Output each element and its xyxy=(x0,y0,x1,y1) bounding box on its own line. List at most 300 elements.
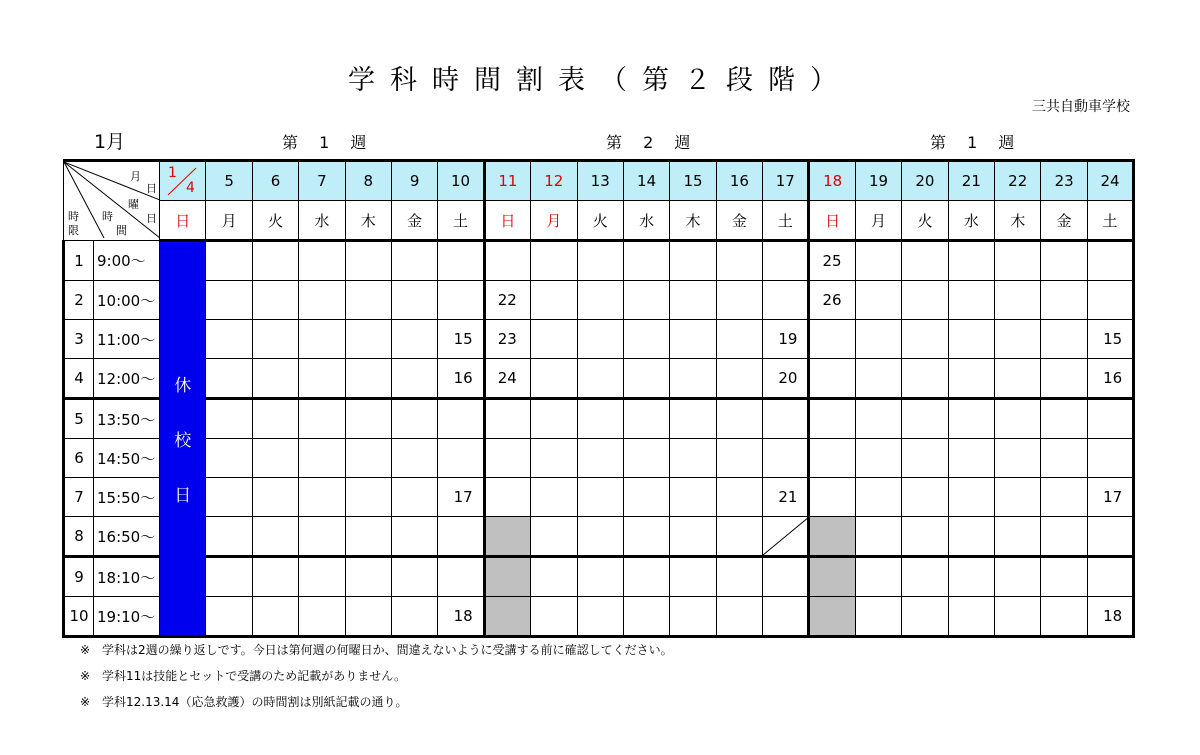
schedule-cell xyxy=(670,359,716,399)
schedule-cell xyxy=(763,281,809,320)
schedule-cell xyxy=(391,241,437,281)
date-header-cell xyxy=(716,161,762,201)
schedule-cell xyxy=(623,281,669,320)
schedule-cell xyxy=(948,399,994,439)
closed-day-char: 休 xyxy=(174,376,192,396)
schedule-cell xyxy=(1087,320,1133,359)
table-row xyxy=(64,597,1134,637)
period-time-cell xyxy=(94,439,160,478)
schedule-cell xyxy=(855,478,901,517)
table-row xyxy=(64,281,1134,320)
schedule-cell xyxy=(391,320,437,359)
dow-header-cell xyxy=(438,201,484,241)
schedule-cell xyxy=(995,439,1041,478)
date-label: 12 xyxy=(544,172,564,190)
period-number-cell xyxy=(64,359,94,399)
dow-header-cell xyxy=(855,201,901,241)
schedule-cell xyxy=(1087,241,1133,281)
schedule-cell xyxy=(299,439,345,478)
dow-label: 水 xyxy=(963,211,979,230)
dow-header-cell xyxy=(345,201,391,241)
schedule-cell xyxy=(763,597,809,637)
schedule-cell xyxy=(206,399,252,439)
schedule-cell xyxy=(716,517,762,557)
schedule-cell xyxy=(623,557,669,597)
timetable xyxy=(62,159,1135,638)
corner-youbi-label: 曜 xyxy=(128,198,139,211)
schedule-cell xyxy=(577,359,623,399)
dow-label: 土 xyxy=(1102,211,1118,230)
schedule-cell xyxy=(809,399,855,439)
schedule-cell xyxy=(438,597,484,637)
lecture-number: 18 xyxy=(453,607,473,625)
corner-header-cell xyxy=(64,161,160,241)
dow-header-cell xyxy=(948,201,994,241)
schedule-cell xyxy=(623,320,669,359)
schedule-cell xyxy=(531,597,577,637)
date-label: 21 xyxy=(961,172,981,190)
schedule-cell xyxy=(345,281,391,320)
schedule-cell xyxy=(763,320,809,359)
period-number-cell xyxy=(64,478,94,517)
period-number-cell xyxy=(64,399,94,439)
schedule-cell xyxy=(670,320,716,359)
dow-header-cell xyxy=(206,201,252,241)
date-label: 14 xyxy=(637,172,657,190)
schedule-cell xyxy=(345,320,391,359)
period-number-cell xyxy=(64,517,94,557)
schedule-cell xyxy=(484,399,530,439)
blocked-cell xyxy=(484,597,530,637)
schedule-cell xyxy=(995,517,1041,557)
schedule-cell xyxy=(948,241,994,281)
date-header-cell xyxy=(623,161,669,201)
dow-label: 日 xyxy=(825,211,841,230)
period-number: 7 xyxy=(74,488,84,506)
schedule-cell xyxy=(1087,597,1133,637)
schedule-cell xyxy=(1041,281,1087,320)
schedule-cell xyxy=(345,241,391,281)
schedule-cell xyxy=(299,241,345,281)
blocked-cell xyxy=(809,557,855,597)
dow-header-cell xyxy=(484,201,530,241)
date-header-cell xyxy=(763,161,809,201)
corner-day-label: 日 xyxy=(146,182,157,195)
period-number-cell xyxy=(64,281,94,320)
lecture-number: 15 xyxy=(1103,330,1123,348)
schedule-cell xyxy=(438,320,484,359)
schedule-cell xyxy=(995,399,1041,439)
closed-day-char: 日 xyxy=(174,486,192,506)
schedule-cell xyxy=(206,359,252,399)
schedule-cell xyxy=(531,439,577,478)
schedule-cell xyxy=(995,241,1041,281)
schedule-cell xyxy=(438,281,484,320)
schedule-cell xyxy=(391,439,437,478)
schedule-cell xyxy=(345,399,391,439)
schedule-cell xyxy=(252,557,298,597)
schedule-cell xyxy=(577,439,623,478)
schedule-cell xyxy=(623,597,669,637)
schedule-cell xyxy=(855,597,901,637)
week-label-3: 第 1 週 xyxy=(930,133,1023,152)
schedule-cell xyxy=(345,597,391,637)
schedule-cell xyxy=(855,241,901,281)
period-time: 14:50～ xyxy=(97,449,156,468)
schedule-cell xyxy=(1041,557,1087,597)
schedule-cell xyxy=(577,597,623,637)
month-label: 1月 xyxy=(94,131,126,153)
school-name: 三共自動車学校 xyxy=(1032,99,1130,115)
lecture-number: 18 xyxy=(1103,607,1123,625)
schedule-cell xyxy=(716,439,762,478)
schedule-cell xyxy=(948,359,994,399)
note-item xyxy=(80,689,673,715)
cell-diagonal xyxy=(763,517,809,555)
schedule-cell xyxy=(948,517,994,557)
date-header-cell xyxy=(1041,161,1087,201)
lecture-number: 20 xyxy=(778,369,798,387)
corner-hi-label: 日 xyxy=(146,212,157,225)
schedule-cell xyxy=(1087,439,1133,478)
schedule-cell xyxy=(299,281,345,320)
corner-jigen-label-1: 時 xyxy=(68,210,79,223)
table-row xyxy=(64,399,1134,439)
note-mark: ※ xyxy=(80,643,91,657)
date-label: 6 xyxy=(270,172,281,190)
schedule-cell xyxy=(763,517,809,557)
note-text: 学科11は技能とセットで受講のため記載がありません。 xyxy=(102,669,406,683)
schedule-cell xyxy=(670,517,716,557)
schedule-cell xyxy=(763,359,809,399)
period-number-cell xyxy=(64,439,94,478)
date-header-cell xyxy=(299,161,345,201)
date-header-cell xyxy=(252,161,298,201)
schedule-cell xyxy=(902,320,948,359)
schedule-cell xyxy=(438,399,484,439)
dow-label: 火 xyxy=(267,211,283,230)
schedule-cell xyxy=(809,320,855,359)
period-number: 8 xyxy=(74,527,84,545)
period-number: 2 xyxy=(74,291,84,309)
date-label: 5 xyxy=(224,172,234,190)
schedule-cell xyxy=(902,241,948,281)
schedule-cell xyxy=(577,399,623,439)
schedule-cell xyxy=(716,320,762,359)
date-label: 16 xyxy=(729,172,749,190)
dow-label: 金 xyxy=(731,211,747,230)
dow-header-cell xyxy=(623,201,669,241)
schedule-cell xyxy=(299,597,345,637)
dow-header-cell xyxy=(577,201,623,241)
schedule-cell xyxy=(577,241,623,281)
schedule-cell xyxy=(855,557,901,597)
period-number-cell xyxy=(64,320,94,359)
lecture-number: 16 xyxy=(453,369,473,387)
schedule-cell xyxy=(763,241,809,281)
schedule-cell xyxy=(252,241,298,281)
week-label-2: 第 2 週 xyxy=(606,133,699,152)
schedule-cell xyxy=(855,517,901,557)
schedule-cell xyxy=(670,241,716,281)
schedule-cell xyxy=(252,517,298,557)
schedule-cell xyxy=(252,320,298,359)
schedule-cell xyxy=(299,557,345,597)
dow-header-cell xyxy=(299,201,345,241)
schedule-cell xyxy=(623,517,669,557)
schedule-cell xyxy=(855,281,901,320)
schedule-cell xyxy=(855,359,901,399)
note-mark: ※ xyxy=(80,695,91,709)
date-header-cell xyxy=(670,161,716,201)
schedule-cell xyxy=(623,399,669,439)
schedule-cell xyxy=(716,478,762,517)
page-title: 学科時間割表（第２段階） xyxy=(348,65,852,96)
date-label: 20 xyxy=(915,172,935,190)
date-label: 24 xyxy=(1100,172,1120,190)
schedule-cell xyxy=(531,241,577,281)
schedule-cell xyxy=(484,359,530,399)
date-header-cell xyxy=(438,161,484,201)
dow-header-cell xyxy=(1041,201,1087,241)
date-header-cell xyxy=(995,161,1041,201)
period-number: 9 xyxy=(74,568,84,586)
period-time-cell xyxy=(94,399,160,439)
schedule-cell xyxy=(345,359,391,399)
dow-header-cell xyxy=(902,201,948,241)
closed-day-char: 校 xyxy=(174,431,192,451)
dow-header-cell xyxy=(160,201,206,241)
dow-header-cell xyxy=(809,201,855,241)
schedule-cell xyxy=(1087,359,1133,399)
schedule-cell xyxy=(902,359,948,399)
schedule-cell xyxy=(484,439,530,478)
schedule-cell xyxy=(206,597,252,637)
week-label-1: 第 1 週 xyxy=(282,133,375,152)
schedule-cell xyxy=(1087,281,1133,320)
lecture-number: 23 xyxy=(497,330,517,348)
schedule-cell xyxy=(1041,399,1087,439)
lecture-number: 21 xyxy=(778,488,798,506)
schedule-cell xyxy=(438,557,484,597)
date-header-cell xyxy=(160,161,206,201)
date-header-cell xyxy=(391,161,437,201)
schedule-cell xyxy=(484,241,530,281)
date-header-cell xyxy=(1087,161,1133,201)
schedule-cell xyxy=(391,557,437,597)
schedule-cell xyxy=(577,320,623,359)
schedule-cell xyxy=(206,241,252,281)
schedule-cell xyxy=(716,281,762,320)
schedule-cell xyxy=(948,557,994,597)
table-row xyxy=(64,359,1134,399)
schedule-cell xyxy=(623,439,669,478)
schedule-cell xyxy=(206,478,252,517)
dow-label: 火 xyxy=(917,211,933,230)
schedule-cell xyxy=(995,478,1041,517)
schedule-cell xyxy=(809,439,855,478)
dow-header-cell xyxy=(391,201,437,241)
period-number-cell xyxy=(64,557,94,597)
schedule-cell xyxy=(995,281,1041,320)
closed-day-label xyxy=(160,371,205,506)
schedule-cell xyxy=(252,597,298,637)
note-mark: ※ xyxy=(80,669,91,683)
date-label: 10 xyxy=(450,172,471,190)
schedule-cell xyxy=(206,517,252,557)
dow-label: 土 xyxy=(777,211,793,230)
schedule-cell xyxy=(484,478,530,517)
date-label: 9 xyxy=(409,172,420,190)
date-header-cell xyxy=(345,161,391,201)
schedule-cell xyxy=(531,399,577,439)
schedule-cell xyxy=(299,399,345,439)
period-number: 1 xyxy=(74,251,84,270)
schedule-cell xyxy=(252,439,298,478)
schedule-cell xyxy=(670,439,716,478)
lecture-number: 26 xyxy=(822,291,842,309)
blocked-cell xyxy=(484,517,530,557)
schedule-cell xyxy=(995,557,1041,597)
dow-header-cell xyxy=(763,201,809,241)
schedule-cell xyxy=(1087,478,1133,517)
schedule-cell xyxy=(1041,359,1087,399)
date-label: 22 xyxy=(1008,172,1028,190)
schedule-cell xyxy=(438,241,484,281)
date-label: 15 xyxy=(683,172,703,190)
schedule-cell xyxy=(531,281,577,320)
schedule-cell xyxy=(438,478,484,517)
schedule-cell xyxy=(716,241,762,281)
schedule-cell xyxy=(577,281,623,320)
schedule-cell xyxy=(1041,517,1087,557)
period-time: 16:50～ xyxy=(97,527,156,546)
period-number: 6 xyxy=(74,449,84,467)
schedule-cell xyxy=(391,281,437,320)
corner-month-label: 月 xyxy=(130,170,141,183)
lecture-number: 24 xyxy=(497,369,517,387)
period-time: 19:10～ xyxy=(97,607,156,626)
dow-header-cell xyxy=(670,201,716,241)
schedule-cell xyxy=(809,359,855,399)
dow-label: 日 xyxy=(175,211,191,230)
schedule-cell xyxy=(809,241,855,281)
dow-label: 木 xyxy=(360,211,376,230)
schedule-cell xyxy=(1087,517,1133,557)
dow-label: 土 xyxy=(453,211,469,230)
date-header-cell xyxy=(484,161,530,201)
schedule-cell xyxy=(716,597,762,637)
schedule-cell xyxy=(438,439,484,478)
schedule-cell xyxy=(670,597,716,637)
dow-label: 水 xyxy=(639,211,655,230)
schedule-cell xyxy=(206,439,252,478)
date-header-cell xyxy=(855,161,901,201)
schedule-cell xyxy=(855,320,901,359)
period-time-cell xyxy=(94,241,160,281)
dow-label: 月 xyxy=(221,211,237,230)
schedule-cell xyxy=(438,517,484,557)
period-time: 15:50～ xyxy=(97,488,156,507)
schedule-cell xyxy=(345,439,391,478)
schedule-cell xyxy=(531,359,577,399)
schedule-cell xyxy=(391,359,437,399)
date-header-cell xyxy=(531,161,577,201)
date-label: 11 xyxy=(498,172,518,190)
schedule-cell xyxy=(763,439,809,478)
period-number-cell xyxy=(64,241,94,281)
date-header-cell xyxy=(809,161,855,201)
date-label: 13 xyxy=(590,172,610,190)
dow-label: 日 xyxy=(500,211,516,230)
dow-label: 水 xyxy=(314,211,330,230)
schedule-cell xyxy=(716,399,762,439)
dow-label: 月 xyxy=(546,211,562,230)
date-slash xyxy=(160,162,206,200)
schedule-cell xyxy=(391,597,437,637)
date-header-cell xyxy=(206,161,252,201)
schedule-cell xyxy=(1041,439,1087,478)
lecture-number: 22 xyxy=(497,291,517,309)
schedule-cell xyxy=(1087,399,1133,439)
dow-label: 火 xyxy=(592,211,608,230)
schedule-cell xyxy=(252,478,298,517)
schedule-cell xyxy=(670,399,716,439)
schedule-cell xyxy=(948,597,994,637)
date-header-cell xyxy=(577,161,623,201)
period-number: 10 xyxy=(69,607,89,625)
date-header-cell xyxy=(948,161,994,201)
schedule-cell xyxy=(577,557,623,597)
schedule-cell xyxy=(1041,320,1087,359)
schedule-cell xyxy=(763,399,809,439)
schedule-cell xyxy=(1041,241,1087,281)
dow-header-cell xyxy=(531,201,577,241)
lecture-number: 19 xyxy=(778,330,798,348)
schedule-cell xyxy=(995,320,1041,359)
schedule-cell xyxy=(531,557,577,597)
dow-label: 木 xyxy=(685,211,701,230)
period-time-cell xyxy=(94,597,160,637)
schedule-cell xyxy=(299,359,345,399)
schedule-cell xyxy=(252,359,298,399)
corner-kan-label: 間 xyxy=(116,224,127,237)
period-time: 11:00～ xyxy=(97,330,156,349)
schedule-cell xyxy=(299,517,345,557)
schedule-cell xyxy=(855,399,901,439)
dow-label: 月 xyxy=(871,211,887,230)
lecture-number: 17 xyxy=(1103,488,1123,506)
schedule-cell xyxy=(391,399,437,439)
table-row xyxy=(64,557,1134,597)
note-item xyxy=(80,663,673,689)
schedule-cell xyxy=(391,478,437,517)
period-time-cell xyxy=(94,557,160,597)
period-time-cell xyxy=(94,517,160,557)
lecture-number: 17 xyxy=(453,488,473,506)
blocked-cell xyxy=(809,597,855,637)
period-time: 12:00～ xyxy=(97,369,156,388)
period-number: 4 xyxy=(74,369,84,387)
schedule-cell xyxy=(252,281,298,320)
schedule-cell xyxy=(902,597,948,637)
schedule-cell xyxy=(902,478,948,517)
schedule-cell xyxy=(948,439,994,478)
schedule-cell xyxy=(299,320,345,359)
schedule-cell xyxy=(299,478,345,517)
note-text: 学科12.13.14（応急救護）の時間割は別紙記載の通り。 xyxy=(102,695,408,709)
schedule-cell xyxy=(670,557,716,597)
